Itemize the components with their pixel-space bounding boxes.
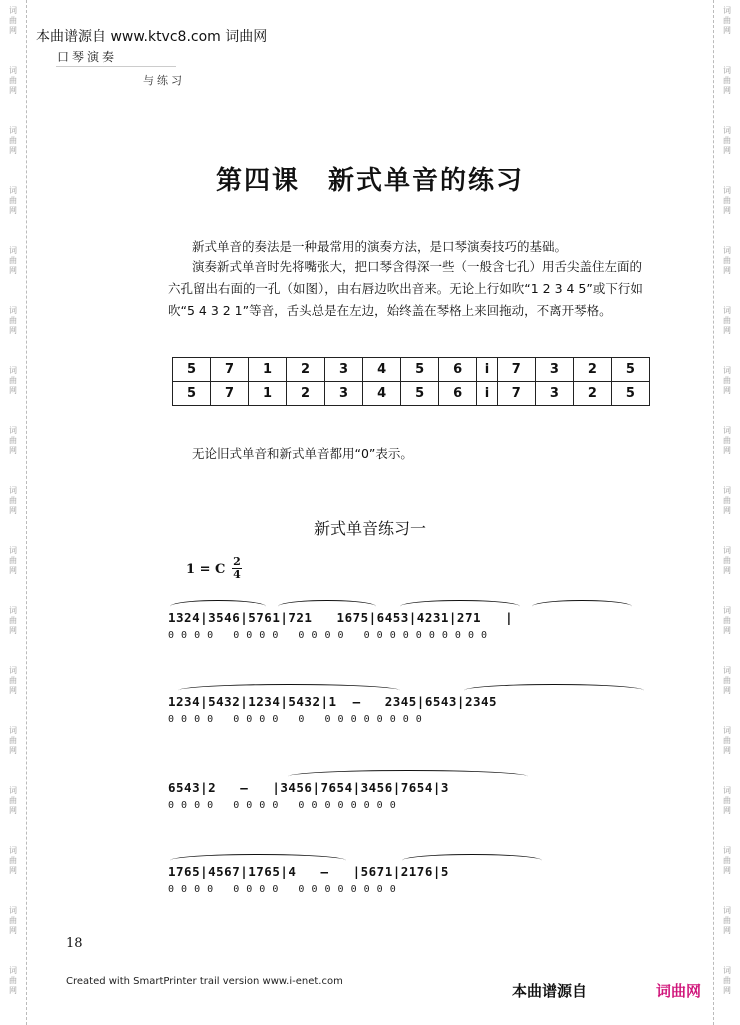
hole-cell: 4 <box>363 358 401 382</box>
created-with-footer: Created with SmartPrinter trail version www.i-enet.com <box>66 976 343 987</box>
side-watermark-mark: 词 曲 网 <box>9 786 17 815</box>
time-signature <box>232 556 242 581</box>
harmonica-hole-chart <box>172 357 650 406</box>
side-watermark-mark: 词 曲 网 <box>9 606 17 635</box>
side-watermark-mark: 词 曲 网 <box>9 846 17 875</box>
hole-cell: 3 <box>325 358 363 382</box>
score-notes: 6543|2 – |3456|7654|3456|7654|3 <box>168 780 449 795</box>
side-watermark-mark: 词 曲 网 <box>723 846 731 875</box>
lesson-title: 第四课 新式单音的练习 <box>215 166 524 196</box>
side-watermark-mark: 词 曲 网 <box>723 366 731 395</box>
series-divider <box>56 66 176 67</box>
side-watermark-mark: 词 曲 网 <box>9 966 17 995</box>
book-series-title: 口琴演奏 <box>57 50 118 64</box>
hole-cell: 5 <box>173 382 211 406</box>
side-watermark-mark: 词 曲 网 <box>723 6 731 35</box>
hole-cell: 7 <box>497 382 535 406</box>
side-watermark-mark: 词 曲 网 <box>723 906 731 935</box>
page-number: 18 <box>66 936 83 951</box>
side-watermark-mark: 词 曲 网 <box>9 126 17 155</box>
hole-cell: 3 <box>535 382 573 406</box>
hole-cell: 5 <box>611 382 649 406</box>
side-watermark-mark: 词 曲 网 <box>9 486 17 515</box>
side-watermark-mark: 词 曲 网 <box>723 606 731 635</box>
lesson-paragraph-1: 新式单音的奏法是一种最常用的演奏方法，是口琴演奏技巧的基础。 <box>192 239 568 254</box>
time-signature-bottom: 4 <box>233 568 241 581</box>
hole-cell: 1 <box>249 382 287 406</box>
hole-chart-draw-row <box>173 382 650 406</box>
footer-brand-label: 词曲网 <box>656 982 702 1000</box>
right-watermark-strip <box>713 0 740 1025</box>
left-watermark-strip <box>0 0 27 1025</box>
hole-cell: 5 <box>611 358 649 382</box>
side-watermark-mark: 词 曲 网 <box>9 6 17 35</box>
score-blow-marks: 0 0 0 0 0 0 0 0 0 0 0 0 0 0 0 0 0 <box>168 714 423 725</box>
side-watermark-mark: 词 曲 网 <box>9 726 17 755</box>
lesson-paragraph-2: 演奏新式单音时先将嘴张大，把口琴含得深一些（一般含七孔）用舌尖盖住左面的六孔留出右面的一孔（如图），由右唇边吹出音来。无论上行如吹“1 2 3 4 5”或下行如吹“5 4 3 2 1”等音，舌头总是在左边，始终盖在琴格上来回拖动，不离开琴格。 <box>168 259 643 318</box>
hole-cell: 5 <box>401 358 439 382</box>
score-blow-marks: 0 0 0 0 0 0 0 0 0 0 0 0 0 0 0 0 <box>168 800 397 811</box>
side-watermark-mark: 词 曲 网 <box>723 486 731 515</box>
side-watermark-mark: 词 曲 网 <box>723 546 731 575</box>
side-watermark-mark: 词 曲 网 <box>723 426 731 455</box>
hole-cell: 6 <box>439 358 477 382</box>
side-watermark-mark: 词 曲 网 <box>9 366 17 395</box>
hole-cell: 5 <box>173 358 211 382</box>
side-watermark-mark: 词 曲 网 <box>9 666 17 695</box>
hole-cell: 3 <box>325 382 363 406</box>
hole-cell: 7 <box>497 358 535 382</box>
rest-symbol-note: 无论旧式单音和新式单音都用“0”表示。 <box>192 446 413 461</box>
side-watermark-mark: 词 曲 网 <box>9 246 17 275</box>
hole-cell: i <box>477 358 498 382</box>
exercise-title: 新式单音练习一 <box>313 519 426 538</box>
side-watermark-mark: 词 曲 网 <box>723 126 731 155</box>
score-blow-marks: 0 0 0 0 0 0 0 0 0 0 0 0 0 0 0 0 0 0 0 0 0 0 <box>168 630 488 641</box>
score-notes: 1765|4567|1765|4 – |5671|2176|5 <box>168 864 449 879</box>
side-watermark-mark: 词 曲 网 <box>723 66 731 95</box>
side-watermark-mark: 词 曲 网 <box>723 246 731 275</box>
hole-cell: 7 <box>211 358 249 382</box>
side-watermark-mark: 词 曲 网 <box>9 306 17 335</box>
score-line-4 <box>168 850 658 910</box>
hole-cell: i <box>477 382 498 406</box>
score-line-2 <box>168 680 658 740</box>
score-notes: 1234|5432|1234|5432|1 – 2345|6543|2345 <box>168 694 498 709</box>
hole-cell: 2 <box>287 382 325 406</box>
side-watermark-mark: 词 曲 网 <box>9 66 17 95</box>
source-watermark-top: 本曲谱源自 www.ktvc8.com 词曲网 <box>36 29 268 45</box>
side-watermark-mark: 词 曲 网 <box>723 306 731 335</box>
hole-cell: 6 <box>439 382 477 406</box>
hole-cell: 1 <box>249 358 287 382</box>
score-blow-marks: 0 0 0 0 0 0 0 0 0 0 0 0 0 0 0 0 <box>168 884 397 895</box>
time-signature-top: 2 <box>233 555 241 568</box>
side-watermark-mark: 词 曲 网 <box>723 786 731 815</box>
score-notes: 1324|3546|5761|721 1675|6453|4231|271 | <box>168 610 514 625</box>
side-watermark-mark: 词 曲 网 <box>723 186 731 215</box>
side-watermark-mark: 词 曲 网 <box>723 666 731 695</box>
score-line-1 <box>168 596 658 656</box>
hole-cell: 2 <box>287 358 325 382</box>
hole-chart-blow-row <box>173 358 650 382</box>
side-watermark-mark: 词 曲 网 <box>723 966 731 995</box>
side-watermark-mark: 词 曲 网 <box>9 426 17 455</box>
side-watermark-mark: 词 曲 网 <box>9 186 17 215</box>
side-watermark-mark: 词 曲 网 <box>723 726 731 755</box>
score-line-3 <box>168 766 658 826</box>
key-signature: 1 = C <box>186 562 226 577</box>
hole-cell: 2 <box>573 382 611 406</box>
side-watermark-mark: 词 曲 网 <box>9 906 17 935</box>
footer-source-label: 本曲谱源自 <box>512 982 588 1000</box>
hole-cell: 7 <box>211 382 249 406</box>
side-watermark-mark: 词 曲 网 <box>9 546 17 575</box>
hole-cell: 4 <box>363 382 401 406</box>
book-series-subtitle: 与练习 <box>143 74 185 87</box>
hole-cell: 5 <box>401 382 439 406</box>
slur <box>532 600 632 613</box>
hole-cell: 2 <box>573 358 611 382</box>
hole-cell: 3 <box>535 358 573 382</box>
